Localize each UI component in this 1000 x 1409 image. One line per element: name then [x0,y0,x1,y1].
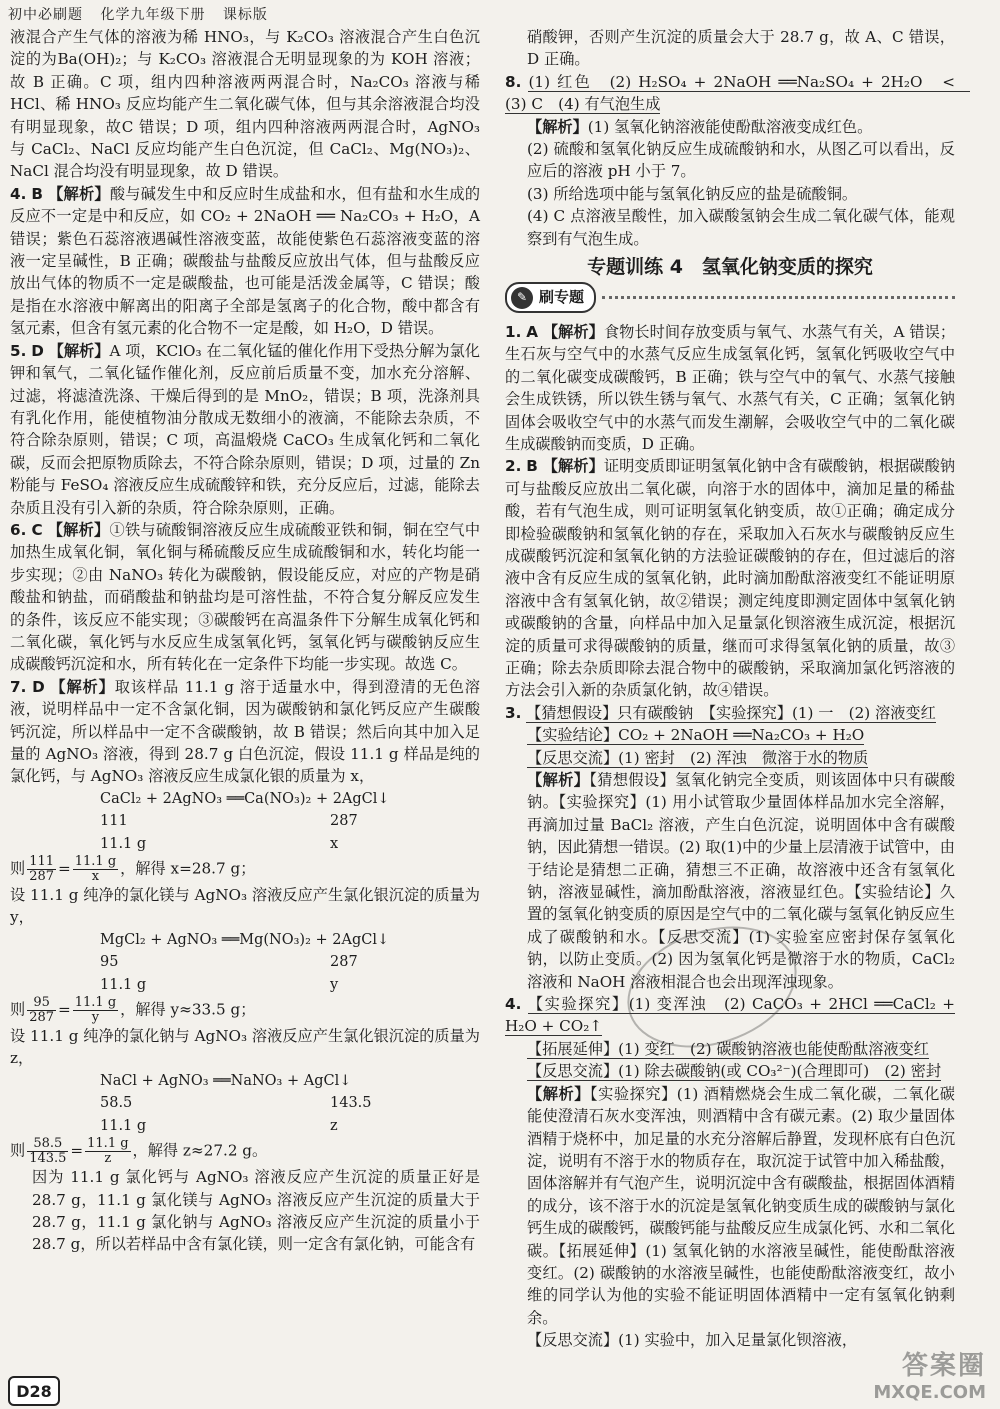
frac-num: 11.1 g [87,1136,129,1152]
frac-den: z [104,1151,112,1167]
brush-icon: ✎ [511,287,533,309]
equation-2-values [10,974,480,996]
step-2-text: 设 11.1 g 纯净的氯化镁与 AgNO₃ 溶液反应产生氯化银沉淀的质量为 y， [10,886,480,927]
ratio-2 [10,996,480,1025]
equals-sign: = [58,859,71,878]
section-banner [505,282,955,312]
topic-4-tag: 【解析】 [527,1084,590,1103]
equals-sign: = [58,1000,71,1019]
answer-4-number: 4. [10,184,27,203]
answer-8-answers: (1) 红色 (2) H₂SO₄ + 2NaOH ══Na₂SO₄ + 2H₂O < (3) C (4) 有气泡生成 [505,72,971,114]
frac-den: 287 [29,1010,55,1026]
frac-den: 287 [29,869,55,885]
answer-5 [10,340,480,519]
conclusion-text: 因为 11.1 g 氯化钙与 AgNO₃ 溶液反应产生沉淀的质量正好是 28.7 g，11.1 g 氯化镁与 AgNO₃ 溶液反应产生沉淀的质量大于 28.7 g，11.1 g 氯化钠与 AgNO₃ 溶液反应产生沉淀的质量小于 28.7 g，所以若样品中含有氯化镁，则一定含有氯化钠，可能含有 [32,1168,480,1254]
topic-3-line-3-wrap [505,747,955,769]
frac-num: 95 [27,996,56,1011]
topic-3-text: 【猜想假设】氢氧化钠完全变质，则该固体中只有碳酸钠。【实验探究】(1) 用小试管取少量固体样品加水完全溶解，再滴加过量 BaCl₂ 溶液，产生白色沉淀，说明固体中含有碳酸钠，因此猜想一错误。(2) 取(1)中的少量上层清液于试管中，由于结论是猜想二正确，猜想三不正确，故溶液中还含有氢氧化钠，溶液显碱性，滴加酚酞溶液，溶液显红色。【实验结论】久置的氢氧化钠变质的原因是空气中的二氧化碳与氢氧化钠反应生成了碳酸钠和水。【反思交流】(1) 实验室应密封保存氢氧化钠，以防止变质。(2) 因为氢氧化钙是微溶于水的物质，CaCl₂ 溶液和 NaOH 溶液相混合也会出现浑浊现象。 [527,771,956,991]
edition-name: 课标版 [222,7,268,23]
frac-num: 58.5 [27,1137,68,1152]
ratio-2-frac-b [73,996,118,1025]
answer-5-number: 5. [10,341,27,360]
topic-3-line-3: 【反思交流】(1) 密封 (2) 浑浊 微溶于水的物质 [527,748,869,767]
topic-4-line-2-wrap [505,1038,955,1060]
answer-5-tag: 【解析】 [48,341,110,360]
topic-4-number: 4. [505,995,522,1014]
eq2-mass-b: 287 [330,954,358,971]
eq2-val-b: y [330,976,339,993]
banner-label-box [505,282,596,312]
topic-4-line-3: 【反思交流】(1) 除去碳酸钠(或 CO₃²⁻)(合理即可) (2) 密封 [527,1062,942,1081]
page-number: D28 [8,1376,60,1406]
answer-7-tag: 【解析】 [50,677,115,696]
watermark-domain: MXQE.COM [873,1382,986,1403]
ratio-2-frac-a [27,996,56,1025]
eq1-mass-b: 287 [330,813,358,830]
topic-4-last-line: 【反思交流】(1) 实验中，加入足量氯化钡溶液， [527,1331,858,1350]
equation-3: NaCl + AgNO₃ ══NaNO₃ + AgCl↓ [100,1072,352,1089]
topic-answer-2 [505,455,955,701]
ratio-2-prefix: 则 [10,1000,26,1019]
answer-5-choice: D [31,341,44,360]
ratio-1-frac-b [73,855,118,884]
subject-name: 化学九年级下册 [100,7,206,23]
eq1-mass-a: 111 [100,813,128,830]
equation-1-masses [10,810,480,832]
ratio-1-frac-a [27,855,56,884]
answer-4-tag: 【解析】 [48,184,110,203]
topic-3-tag: 【解析】 [527,771,590,789]
topic-1-text: 食物长时间存放变质与氧气、水蒸气有关，A 错误；生石灰与空气中的水蒸气反应生成氢氧化钙，氢氧化钙吸收空气中的二氧化碳变成碳酸钙，B 正确；铁与空气中的氧气、水蒸气接触会生成铁锈，所以铁生锈与氧气、水蒸气有关，C 正确；氢氧化钠固体会吸收空气中的水蒸气而发生潮解，会吸收空气中的二氧化碳生成碳酸钠而变质，D 正确。 [505,322,956,453]
topic-answer-3 [505,702,955,724]
continued-text: 硝酸钾，否则产生沉淀的质量会大于 28.7 g，故 A、C 错误，D 正确。 [527,28,955,69]
banner-label: 刷专题 [539,288,585,307]
answer-4 [10,183,480,340]
topic-2-text: 证明变质即证明氢氧化钠中含有碳酸钠，根据碳酸钠可与盐酸反应放出二氧化碳，向溶于水的固体中，滴加足量的稀盐酸，若有气泡生成，则可证明氢氧化钠变质，故①正确；确定成分即检验碳酸钠和氢氧化钠的存在，采取加入石灰水与碳酸钠反应生成碳酸钙沉淀和氢氧化钠的方法验证碳酸钠的存在，但过滤后的溶液中含有反应生成的氢氧化钠，此时滴加酚酞溶液变红不能证明原溶液中含有氢氧化钠，故②错误；测定纯度即测定固体中氢氧化钠或碳酸钠的含量，向样品中加入足量氯化钡溶液生成沉淀，根据沉淀的质量可求得碳酸钠的质量，继而可求得氢氧化钠的质量，故③正确；除去杂质即除去混合物中的碳酸钠，采取滴加氯化钙溶液的方法会引入新的杂质氯化钠，故④错误。 [505,457,956,700]
left-column [10,26,480,1256]
answer-8 [505,71,971,116]
frac-den: 143.5 [29,1151,67,1167]
equals-sign: = [70,1141,84,1160]
answer-6-tag: 【解析】 [47,520,110,539]
topic-3-line-2-wrap [505,724,955,746]
answer-7-number: 7. [10,677,27,696]
topic-3-number: 3. [505,703,522,722]
frac-den: x [91,869,100,885]
topic-2-choice: B [526,457,538,476]
answer-6-text: ①铁与硫酸铜溶液反应生成硫酸亚铁和铜，铜在空气中加热生成氧化铜，氧化铜与稀硫酸反应生成硫酸铜和水，转化均能一步实现；②由 NaNO₃ 转化为碳酸钠，假设能反应，对应的产物是硝酸盐和钠盐，而硝酸盐和钠盐均是可溶性盐，不符合复分解反应发生的条件，该反应不能实现；③碳酸钙在高温条件下分解生成氧化钙和二氧化碳，氧化钙与水反应生成氢氧化钙，氢氧化钙与碳酸钠反应生成碳酸钙沉淀和水，所有转化在一定条件下均能一步实现。故选 C。 [10,520,481,674]
ratio-1-result: ，解得 x=28.7 g； [120,859,256,878]
book-name: 初中必刷题 [8,7,83,23]
equation-1: CaCl₂ + 2AgNO₃ ══Ca(NO₃)₂ + 2AgCl↓ [100,790,390,807]
frac-den: y [91,1010,100,1026]
topic-4-line-2: 【拓展延伸】(1) 变红 (2) 碳酸钠溶液也能使酚酞溶液变红 [527,1039,929,1058]
answer-8-number: 8. [505,72,522,91]
ratio-1 [10,855,480,884]
topic-4-text: 【实验探究】(1) 酒精燃烧会生成二氧化碳，二氧化碳能使澄清石灰水变浑浊，则酒精中含有碳元素。(2) 取少量固体酒精于烧杯中，加足量的水充分溶解后静置，发现杯底有白色沉淀，说明有不溶于水的物质存在，取沉淀于试管中加入稀盐酸，固体溶解并有气泡产生，说明沉淀中含有碳酸盐，根据固体酒精的成分，该不溶于水的沉淀是氢氧化钠变质生成的碳酸钠与氯化钙生成的碳酸钙，碳酸钙能与盐酸反应生成氯化钙、水和二氧化碳。【拓展延伸】(1) 氢氧化钠的水溶液呈碱性，能使酚酞溶液变红。(2) 碳酸钠的水溶液呈碱性，也能使酚酞溶液变红，故小维的同学认为他的实验不能证明固体酒精中一定有氢氧化钠剩余。 [527,1084,955,1327]
answer-8-part-1: (1) 氢氧化钠溶液能使酚酞溶液变成红色。 [587,117,873,136]
answer-8-part-4: (4) C 点溶液呈酸性，加入碳酸氢钠会生成二氧化碳气体，能观察到有气泡生成。 [527,207,955,248]
answer-5-text: A 项，KClO₃ 在二氧化锰的催化作用下受热分解为氯化钾和氧气，二氧化锰作催化剂，反应前后质量不变，加水充分溶解、过滤，将滤渣洗涤、干燥后得到的是 MnO₂，错误；B 项，洗涤剂具有乳化作用，能使植物油分散成无数细小的液滴，不能除去杂质，不符合除杂原则，错误；C 项，高温煅烧 CaCO₃ 生成氧化钙和二氧化碳，反而会把原物质除去，不符合除杂原则，错误；D 项，过量的 Zn 粉能与 FeSO₄ 溶液反应生成硫酸锌和铁，充分反应后，过滤，能除去杂质且没有引入新的杂质，符合除杂原则，正确。 [10,341,480,517]
answer-7 [10,676,480,788]
answer-4-choice: B [31,184,43,203]
equation-1-values [10,833,480,855]
equation-3-values [10,1115,480,1137]
eq3-val-b: z [330,1117,338,1134]
equation-2-masses [10,951,480,973]
frac-num: 11.1 g [74,995,117,1011]
eq1-val-b: x [330,835,339,852]
eq2-val-a: 11.1 g [100,976,147,993]
watermark-logo-text: 答案圈 [901,1351,986,1381]
ratio-3-frac-a [27,1137,68,1166]
continued-paragraph: 液混合产生气体的溶液为稀 HNO₃，与 K₂CO₃ 溶液混合产生白色沉淀的为Ba(OH)₂；与 K₂CO₃ 溶液混合无明显现象的为 KOH 溶液；故 B 正确。C 项，组内四种溶液两两混合时，Na₂CO₃ 溶液与稀 HCl、稀 HNO₃ 反应均能产生二氧化碳气体，但与其余溶液混合均没有明显现象，故C 错误；D 项，组内四种溶液两两混合时，AgNO₃ 与 CaCl₂、NaCl 反应均能产生白色沉淀，但 CaCl₂、Mg(NO₃)₂、NaCl 混合均没有明显现象，故 D 错误。 [10,28,480,181]
topic-4-line-3-wrap [505,1060,955,1082]
eq3-val-a: 11.1 g [100,1117,147,1134]
ratio-3-prefix: 则 [10,1141,26,1160]
answer-7-choice: D [32,677,45,696]
answer-8-explain-1 [505,116,955,138]
frac-num: 11.1 g [74,854,117,870]
eq3-mass-a: 58.5 [100,1095,133,1112]
answer-8-tag: 【解析】 [527,117,588,136]
ratio-1-prefix: 则 [10,859,26,878]
answer-8-part-3: (3) 所给选项中能与氢氧化钠反应的盐是硫酸铜。 [527,184,858,203]
eq2-mass-a: 95 [100,954,119,971]
topic-3-line-2: 【实验结论】CO₂ + 2NaOH ══Na₂CO₃ + H₂O [527,726,865,745]
topic-3-line-1: 【猜想假设】只有碳酸钠 【实验探究】(1) 一 (2) 溶液变红 [526,703,936,722]
eq3-mass-b: 143.5 [330,1095,372,1112]
topic-answer-1 [505,321,955,455]
page-header [8,4,992,26]
step-3-text: 设 11.1 g 纯净的氯化钠与 AgNO₃ 溶液反应产生氯化银沉淀的质量为 z， [10,1027,480,1068]
ratio-2-result: ，解得 y≈33.5 g； [120,1000,256,1019]
right-column [505,26,971,1352]
equation-3-masses [10,1092,480,1114]
topic-2-number: 2. [505,457,522,476]
answer-4-text: 酸与碱发生中和反应时生成盐和水，但有盐和水生成的反应不一定是中和反应，如 CO₂ + 2NaOH ══ Na₂CO₃ + H₂O，A 错误；紫色石蕊溶液遇碱性溶液变蓝，故能使紫色石蕊溶液变蓝的溶液一定呈碱性，B 正确；碳酸盐与盐酸反应放出气体，但与盐酸反应放出气体的物质不一定是碳酸盐，也可能是活泼金属等，C 错误；酸是指在水溶液中解离出的阳离子全部是氢离子的化合物，酸中都含有氢元素，但含有氢元素的化合物不一定是酸，如 H₂O，D 错误。 [10,184,481,338]
topic-2-tag: 【解析】 [542,457,604,476]
topic-4-explain [505,1083,955,1329]
topic-4-line-1: 【实验探究】(1) 变浑浊 (2) CaCO₃ + 2HCl ══CaCl₂ + H₂O + CO₂↑ [505,995,955,1036]
ratio-3-frac-b [85,1137,130,1166]
topic-1-number: 1. [505,322,522,341]
answer-6-choice: C [31,520,43,539]
topic-1-choice: A [526,322,538,341]
ratio-3-result: ，解得 z≈27.2 g。 [132,1141,268,1160]
frac-num: 111 [29,854,55,870]
answer-6 [10,519,480,676]
answer-8-part-2: (2) 硫酸和氢氧化钠反应生成硫酸钠和水，从图乙可以看出，反应后的溶液 pH 小于 7。 [527,140,955,181]
topic-1-tag: 【解析】 [542,322,604,341]
eq1-val-a: 11.1 g [100,835,147,852]
site-watermark [873,1345,986,1403]
dotted-divider [602,296,955,299]
answer-7-text: 取该样品 11.1 g 溶于适量水中，得到澄清的无色溶液，说明样品中一定不含氯化铜，因为碳酸钠和氯化钙反应产生碳酸钙沉淀，所以样品中一定不含碳酸钠，故 B 错误；然后向其中加入足量的 AgNO₃ 溶液，得到 28.7 g 白色沉淀，假设 11.1 g 样品是纯的氯化钙，与 AgNO₃ 溶液反应生成氯化银的质量为 x， [10,677,480,786]
equation-2: MgCl₂ + AgNO₃ ══Mg(NO₃)₂ + 2AgCl↓ [100,931,390,948]
answer-6-number: 6. [10,520,27,539]
section-title: 专题训练 4 氢氧化钠变质的探究 [587,256,873,279]
ratio-3 [10,1137,480,1166]
